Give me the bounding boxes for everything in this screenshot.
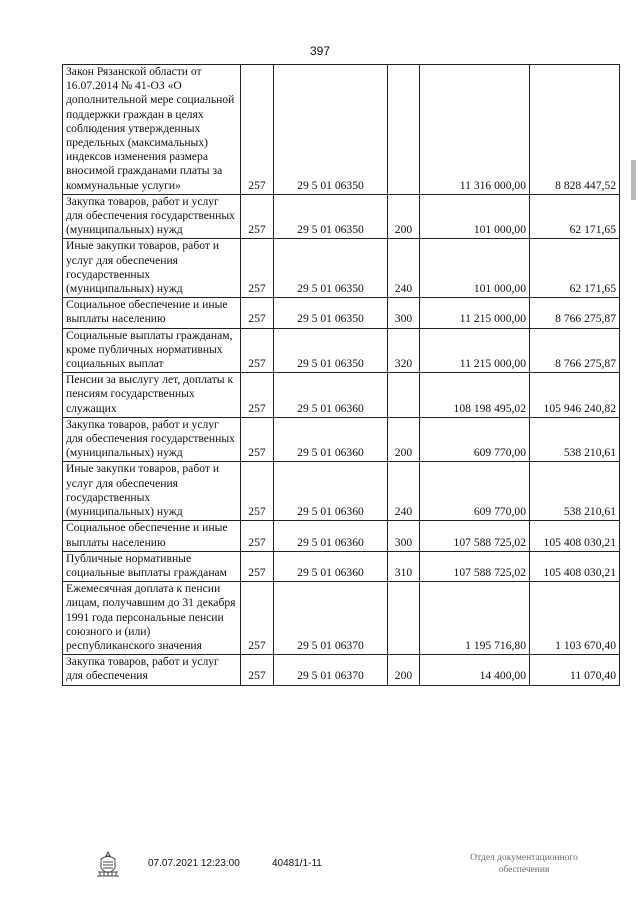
row-fact-cell: 8 766 275,87 xyxy=(530,298,620,328)
coat-of-arms-icon xyxy=(95,850,121,883)
row-fact-cell: 8 766 275,87 xyxy=(530,328,620,373)
row-code-cell: 257 xyxy=(241,239,274,298)
row-plan-cell: 1 195 716,80 xyxy=(420,582,530,655)
row-name-cell: Закупка товаров, работ и услуг для обеспечения xyxy=(63,655,241,685)
row-csr-cell: 29 5 01 06360 xyxy=(274,521,388,551)
row-code-cell: 257 xyxy=(241,298,274,328)
table-row xyxy=(63,462,620,521)
row-fact-cell: 105 946 240,82 xyxy=(530,373,620,418)
page-number: 397 xyxy=(309,44,331,58)
row-csr-cell: 29 5 01 06360 xyxy=(274,551,388,581)
row-code-cell: 257 xyxy=(241,462,274,521)
row-name-cell: Социальное обеспечение и иные выплаты населению xyxy=(63,298,241,328)
row-fact-cell: 11 070,40 xyxy=(530,655,620,685)
row-vr-cell: 310 xyxy=(388,551,420,581)
row-name-cell: Социальные выплаты гражданам, кроме публичных нормативных социальных выплат xyxy=(63,328,241,373)
table-row xyxy=(63,239,620,298)
row-vr-cell: 300 xyxy=(388,521,420,551)
row-name-cell: Социальное обеспечение и иные выплаты населению xyxy=(63,521,241,551)
row-csr-cell: 29 5 01 06350 xyxy=(274,328,388,373)
row-fact-cell: 1 103 670,40 xyxy=(530,582,620,655)
row-csr-cell: 29 5 01 06370 xyxy=(274,582,388,655)
row-fact-cell: 62 171,65 xyxy=(530,194,620,239)
row-code-cell: 257 xyxy=(241,582,274,655)
scan-edge-mark xyxy=(631,160,636,200)
row-name-cell: Закупка товаров, работ и услуг для обеспечения государственных (муниципальных) нужд xyxy=(63,417,241,462)
table-row xyxy=(63,582,620,655)
row-vr-cell: 200 xyxy=(388,194,420,239)
table-row xyxy=(63,194,620,239)
row-plan-cell: 11 215 000,00 xyxy=(420,298,530,328)
row-vr-cell: 300 xyxy=(388,298,420,328)
row-vr-cell xyxy=(388,582,420,655)
table-row xyxy=(63,373,620,418)
row-code-cell: 257 xyxy=(241,417,274,462)
row-fact-cell: 538 210,61 xyxy=(530,462,620,521)
budget-table xyxy=(62,64,620,686)
row-plan-cell: 11 215 000,00 xyxy=(420,328,530,373)
department-stamp xyxy=(444,852,604,876)
row-name-cell: Закон Рязанской области от 16.07.2014 № 41-ОЗ «О дополнительной мере социальной поддержки граждан в целях соблюдения утвержденных предельных (максимальных) индексов изменения размера вносимой гражданами платы за коммунальные услуги» xyxy=(63,65,241,195)
row-vr-cell xyxy=(388,373,420,418)
table-row xyxy=(63,65,620,195)
row-csr-cell: 29 5 01 06350 xyxy=(274,239,388,298)
row-vr-cell xyxy=(388,65,420,195)
row-code-cell: 257 xyxy=(241,655,274,685)
row-code-cell: 257 xyxy=(241,328,274,373)
table-row xyxy=(63,298,620,328)
table-row xyxy=(63,328,620,373)
row-code-cell: 257 xyxy=(241,551,274,581)
row-fact-cell: 538 210,61 xyxy=(530,417,620,462)
row-plan-cell: 609 770,00 xyxy=(420,462,530,521)
row-csr-cell: 29 5 01 06360 xyxy=(274,462,388,521)
row-csr-cell: 29 5 01 06350 xyxy=(274,194,388,239)
row-fact-cell: 8 828 447,52 xyxy=(530,65,620,195)
row-name-cell: Ежемесячная доплата к пенсии лицам, получавшим до 31 декабря 1991 года персональные пенсии союзного и (или) республиканского значения xyxy=(63,582,241,655)
row-code-cell: 257 xyxy=(241,194,274,239)
row-csr-cell: 29 5 01 06360 xyxy=(274,417,388,462)
row-code-cell: 257 xyxy=(241,65,274,195)
row-csr-cell: 29 5 01 06350 xyxy=(274,298,388,328)
row-name-cell: Пенсии за выслугу лет, доплаты к пенсиям государственных служащих xyxy=(63,373,241,418)
stamp-line-1: Отдел документационного xyxy=(470,853,578,863)
row-name-cell: Закупка товаров, работ и услуг для обеспечения государственных (муниципальных) нужд xyxy=(63,194,241,239)
row-csr-cell: 29 5 01 06350 xyxy=(274,65,388,195)
row-code-cell: 257 xyxy=(241,373,274,418)
row-plan-cell: 107 588 725,02 xyxy=(420,521,530,551)
stamp-line-2: обеспечения xyxy=(498,865,550,875)
footer-timestamp: 07.07.2021 12:23:00 xyxy=(148,858,240,869)
row-csr-cell: 29 5 01 06360 xyxy=(274,373,388,418)
row-name-cell: Иные закупки товаров, работ и услуг для обеспечения государственных (муниципальных) нужд xyxy=(63,239,241,298)
row-vr-cell: 240 xyxy=(388,239,420,298)
row-plan-cell: 101 000,00 xyxy=(420,194,530,239)
row-csr-cell: 29 5 01 06370 xyxy=(274,655,388,685)
row-code-cell: 257 xyxy=(241,521,274,551)
row-plan-cell: 108 198 495,02 xyxy=(420,373,530,418)
footer-document-number: 40481/1-11 xyxy=(272,858,322,869)
table-row xyxy=(63,417,620,462)
row-plan-cell: 107 588 725,02 xyxy=(420,551,530,581)
row-vr-cell: 320 xyxy=(388,328,420,373)
row-name-cell: Иные закупки товаров, работ и услуг для обеспечения государственных (муниципальных) нужд xyxy=(63,462,241,521)
row-vr-cell: 200 xyxy=(388,417,420,462)
row-fact-cell: 62 171,65 xyxy=(530,239,620,298)
row-fact-cell: 105 408 030,21 xyxy=(530,521,620,551)
row-vr-cell: 200 xyxy=(388,655,420,685)
row-plan-cell: 11 316 000,00 xyxy=(420,65,530,195)
row-fact-cell: 105 408 030,21 xyxy=(530,551,620,581)
table-row xyxy=(63,521,620,551)
row-plan-cell: 101 000,00 xyxy=(420,239,530,298)
table-row xyxy=(63,655,620,685)
row-plan-cell: 609 770,00 xyxy=(420,417,530,462)
row-name-cell: Публичные нормативные социальные выплаты гражданам xyxy=(63,551,241,581)
row-plan-cell: 14 400,00 xyxy=(420,655,530,685)
table-row xyxy=(63,551,620,581)
row-vr-cell: 240 xyxy=(388,462,420,521)
